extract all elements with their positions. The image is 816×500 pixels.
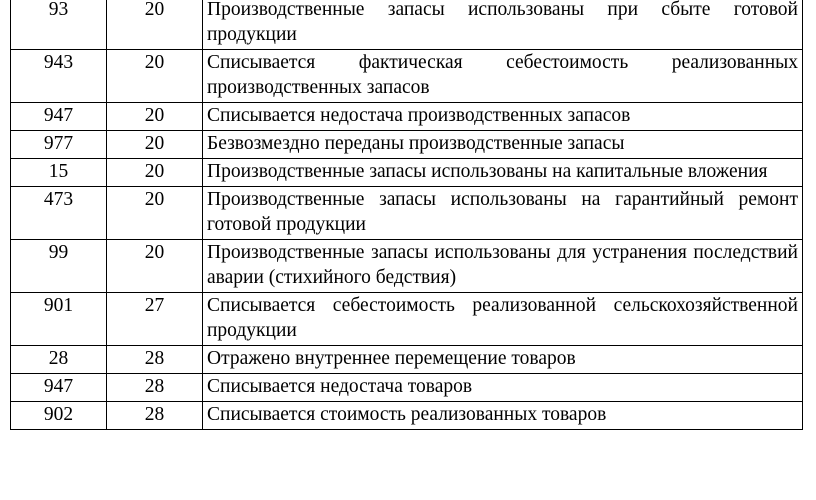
- credit-account-cell: 20: [107, 159, 203, 187]
- description-cell: Отражено внутреннее перемещение товаров: [203, 346, 803, 374]
- credit-account-cell: 28: [107, 374, 203, 402]
- table-body: [11, 0, 803, 430]
- credit-account-cell: 28: [107, 346, 203, 374]
- table-row: [11, 402, 803, 430]
- accounting-entries-table: [10, 0, 803, 430]
- debit-account-cell: 28: [11, 346, 107, 374]
- table-row: [11, 240, 803, 293]
- debit-account-cell: 977: [11, 131, 107, 159]
- description-cell: Списывается фактическая себестоимость реализованных производственных запасов: [203, 50, 803, 103]
- table-row: [11, 50, 803, 103]
- description-cell: Списывается недостача производственных запасов: [203, 103, 803, 131]
- credit-account-cell: 28: [107, 402, 203, 430]
- credit-account-cell: 27: [107, 293, 203, 346]
- debit-account-cell: 947: [11, 103, 107, 131]
- description-cell: Списывается недостача товаров: [203, 374, 803, 402]
- debit-account-cell: 99: [11, 240, 107, 293]
- debit-account-cell: 901: [11, 293, 107, 346]
- credit-account-cell: 20: [107, 50, 203, 103]
- debit-account-cell: 93: [11, 0, 107, 50]
- credit-account-cell: 20: [107, 131, 203, 159]
- debit-account-cell: 947: [11, 374, 107, 402]
- credit-account-cell: 20: [107, 0, 203, 50]
- table-row: [11, 187, 803, 240]
- table-row: [11, 293, 803, 346]
- debit-account-cell: 15: [11, 159, 107, 187]
- credit-account-cell: 20: [107, 103, 203, 131]
- table-row: [11, 346, 803, 374]
- description-cell: Списывается себестоимость реализованной сельскохозяйственной продукции: [203, 293, 803, 346]
- credit-account-cell: 20: [107, 240, 203, 293]
- credit-account-cell: 20: [107, 187, 203, 240]
- description-cell: Производственные запасы использованы при сбыте готовой продукции: [203, 0, 803, 50]
- table-row: [11, 159, 803, 187]
- description-cell: Безвозмездно переданы производственные запасы: [203, 131, 803, 159]
- table-row: [11, 131, 803, 159]
- debit-account-cell: 473: [11, 187, 107, 240]
- description-cell: Производственные запасы использованы на капитальные вложения: [203, 159, 803, 187]
- description-cell: Производственные запасы использованы на гарантийный ремонт готовой продукции: [203, 187, 803, 240]
- debit-account-cell: 902: [11, 402, 107, 430]
- table-row: [11, 0, 803, 50]
- debit-account-cell: 943: [11, 50, 107, 103]
- table-row: [11, 374, 803, 402]
- table-row: [11, 103, 803, 131]
- description-cell: Производственные запасы использованы для устранения последствий аварии (стихийного бедствия): [203, 240, 803, 293]
- description-cell: Списывается стоимость реализованных товаров: [203, 402, 803, 430]
